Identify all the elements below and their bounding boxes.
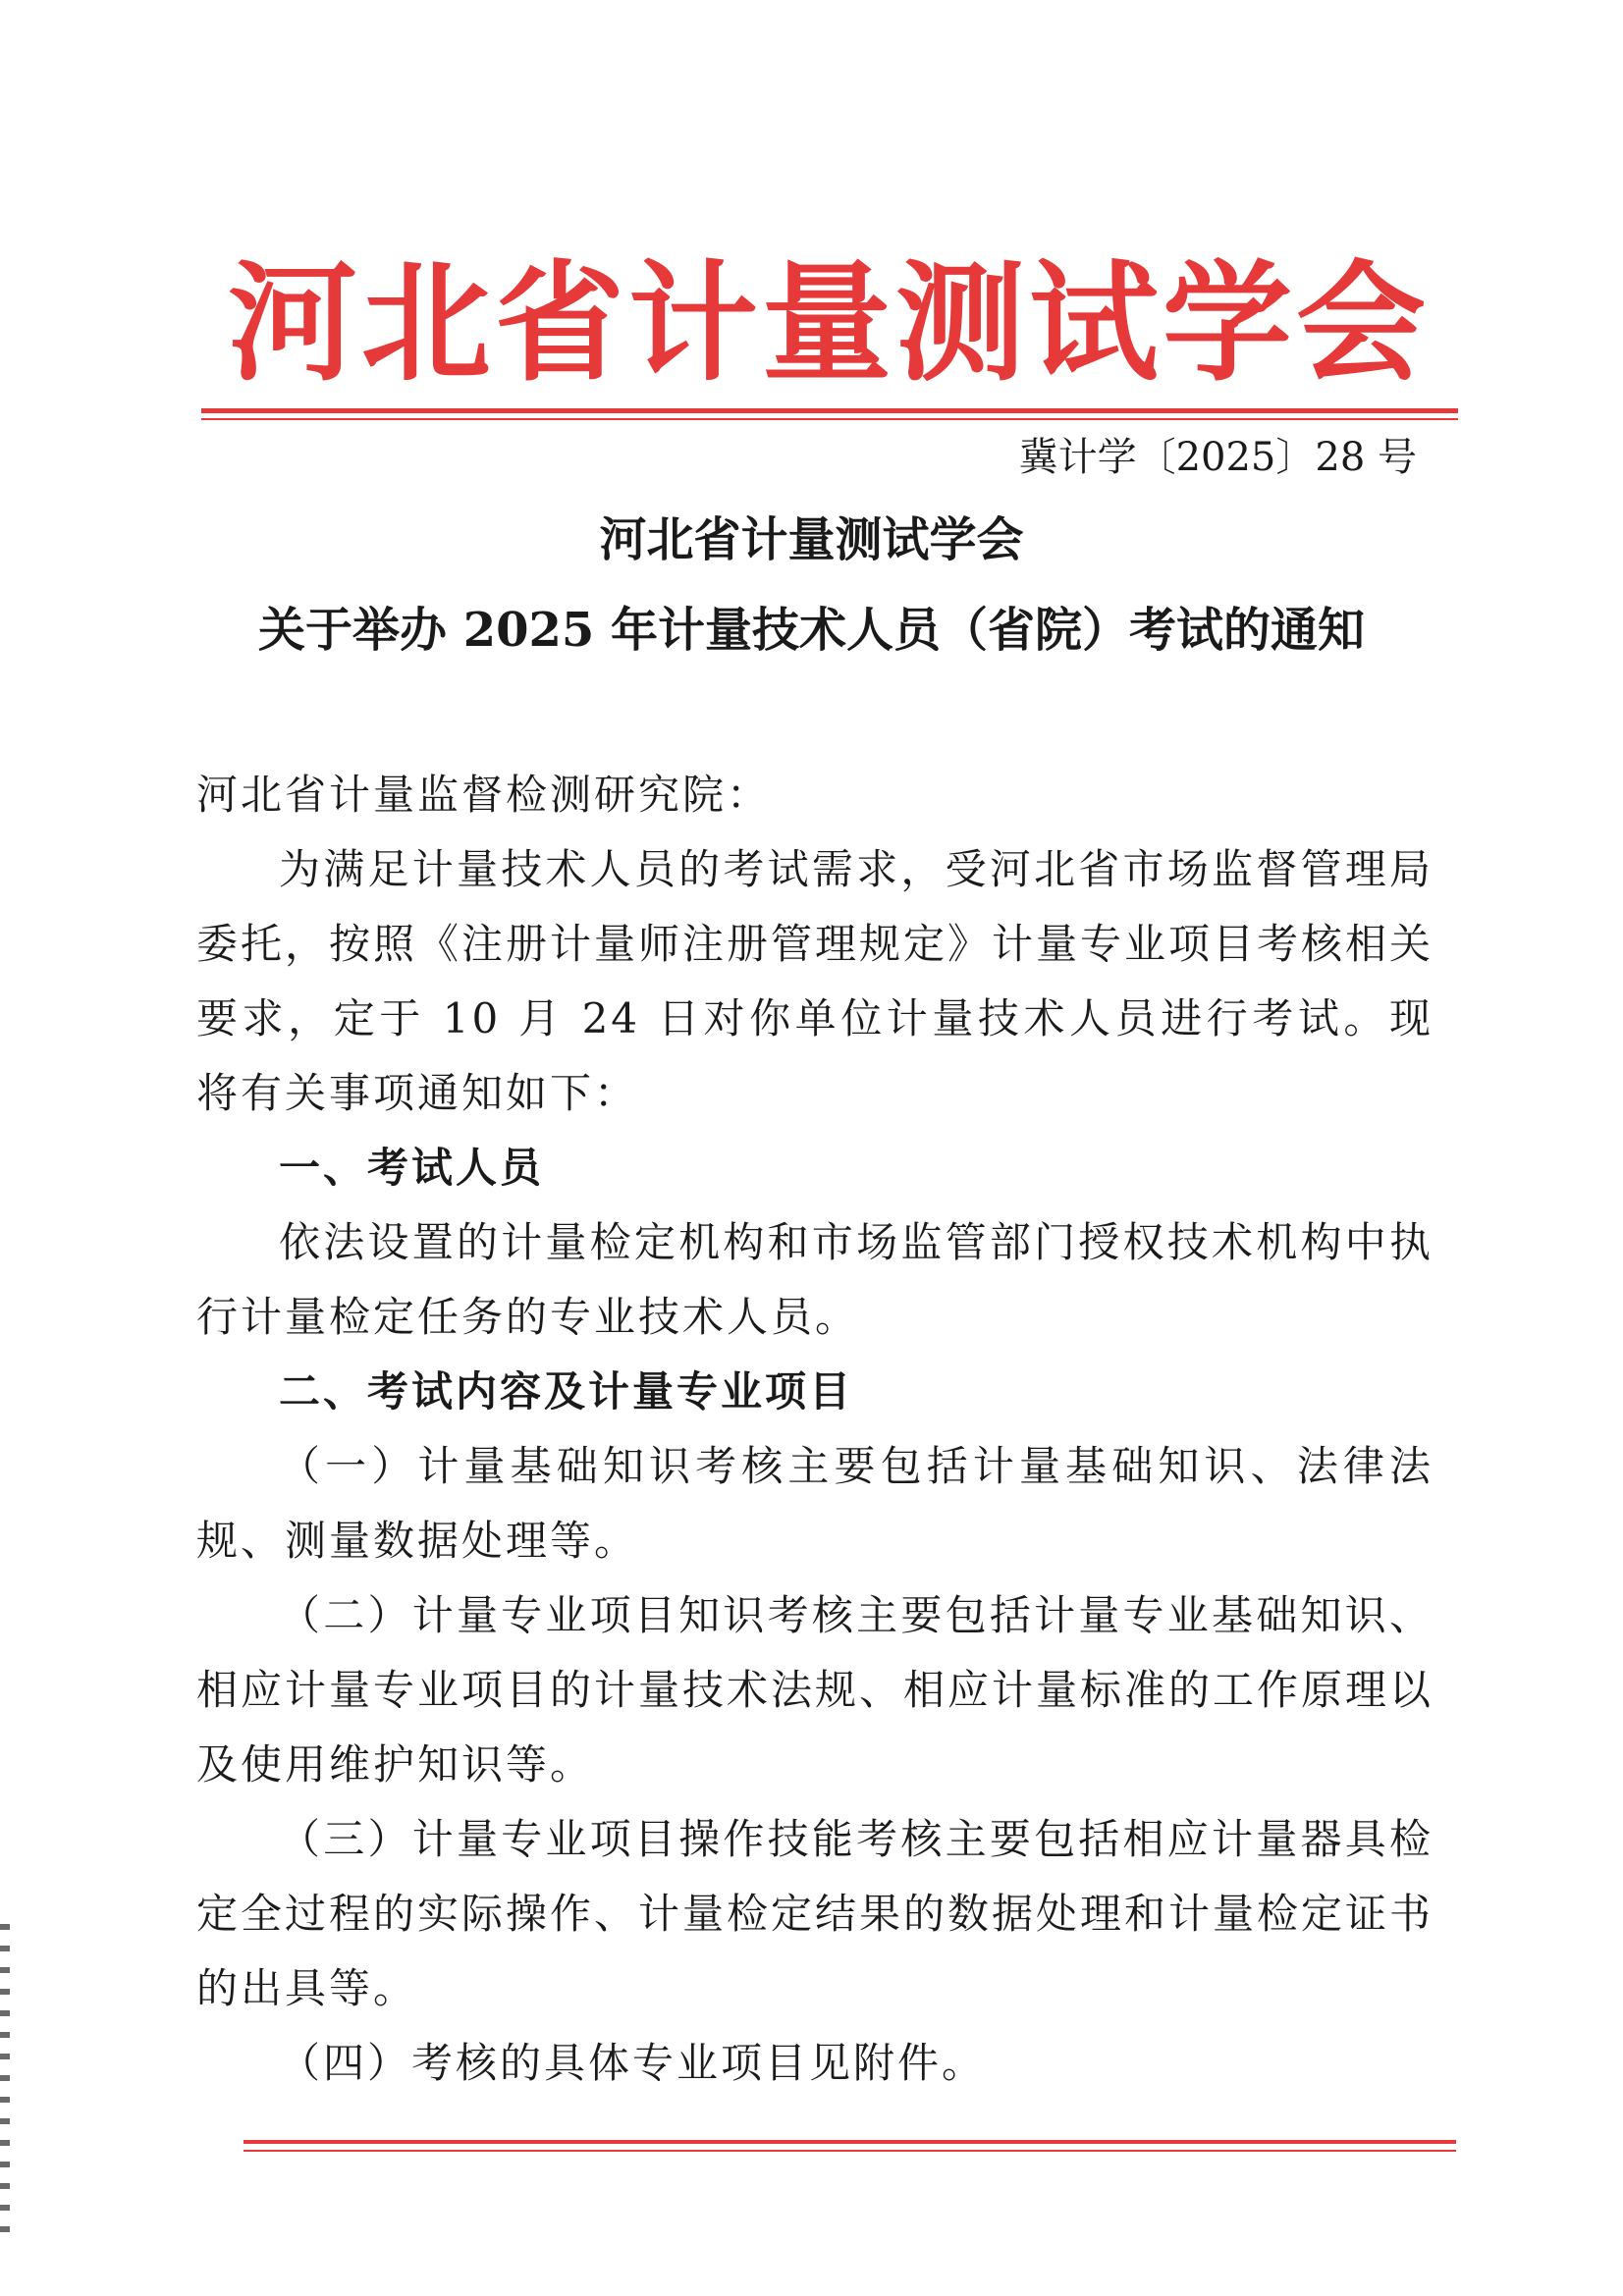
content-item-1: （一）计量基础知识考核主要包括计量基础知识、法律法规、测量数据处理等。 bbox=[196, 1442, 1434, 1565]
section-heading-content: 二、考试内容及计量专业项目 bbox=[279, 1367, 854, 1415]
title-line-2: 关于举办 2025 年计量技术人员（省院）考试的通知 bbox=[257, 603, 1366, 658]
examinees-paragraph: 依法设置的计量检定机构和市场监管部门授权技术机构中执行计量检定任务的专业技术人员。 bbox=[196, 1218, 1434, 1341]
content-item-2: （二）计量专业项目知识考核主要包括计量专业基础知识、相应计量专业项目的计量技术法规、相应计量标准的工作原理以及使用维护知识等。 bbox=[196, 1591, 1434, 1789]
title-line-1: 河北省计量测试学会 bbox=[599, 512, 1024, 567]
organization-header: 河北省计量测试学会 bbox=[228, 248, 1430, 400]
footer-rule-thick bbox=[243, 2140, 1456, 2144]
content-item-3: （三）计量专业项目操作技能考核主要包括相应计量器具检定全过程的实际操作、计量检定结果的数据处理和计量检定证书的出具等。 bbox=[196, 1815, 1434, 2012]
intro-paragraph: 为满足计量技术人员的考试需求，受河北省市场监督管理局委托，按照《注册计量师注册管理规定》计量专业项目考核相关要求，定于 10 月 24 日对你单位计量技术人员进行考试。现将有关事项通知如下： bbox=[196, 845, 1434, 1117]
header-rule-thick bbox=[201, 408, 1458, 413]
document-body bbox=[196, 758, 1434, 2101]
footer-rule-thin bbox=[243, 2150, 1456, 2152]
scan-edge-marks bbox=[0, 1924, 10, 2238]
header-rule-thin bbox=[201, 418, 1458, 420]
content-item-4: （四）考核的具体专业项目见附件。 bbox=[279, 2039, 987, 2087]
salutation: 河北省计量监督检测研究院： bbox=[196, 771, 772, 819]
document-number: 冀计学〔2025〕28 号 bbox=[1018, 435, 1417, 480]
section-heading-examinees: 一、考试人员 bbox=[279, 1144, 545, 1192]
